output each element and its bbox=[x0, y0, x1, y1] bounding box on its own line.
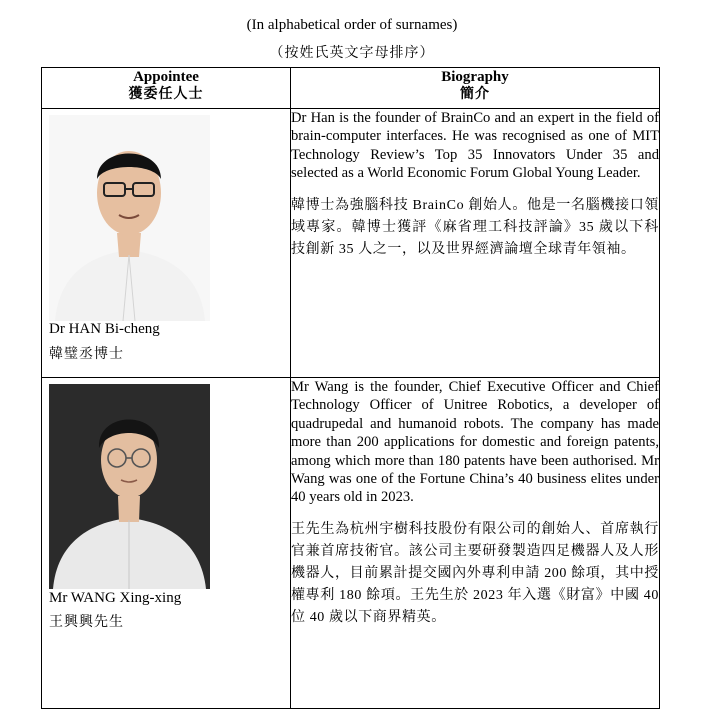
appointee-cell bbox=[42, 109, 291, 378]
portrait-photo-han bbox=[49, 115, 210, 321]
table-row bbox=[42, 109, 660, 378]
portrait-photo-wang bbox=[49, 384, 210, 589]
table-header-row bbox=[42, 68, 660, 109]
photo-neck bbox=[118, 496, 140, 522]
table-row bbox=[42, 378, 660, 709]
appointee-name-english: Mr WANG Xing-xing bbox=[49, 590, 182, 606]
appointee-name-chinese: 王興興先生 bbox=[49, 615, 124, 630]
appointee-table bbox=[41, 67, 660, 709]
appointee-cell bbox=[42, 378, 291, 709]
header-biography-chinese: 簡介 bbox=[460, 87, 490, 102]
header-biography bbox=[291, 68, 660, 109]
intro-note-english: (In alphabetical order of surnames) bbox=[246, 17, 458, 33]
appointee-name-chinese: 韓璧丞博士 bbox=[49, 347, 124, 362]
biography-english: Mr Wang is the founder, Chief Executive Officer and Chief Technology Officer of Unitree Robotics, a developer of quadrupedal and humanoid robots. The company has made more than 200 applications for domestic and foreign patents, among which more than 180 patents have been authorised. Mr Wang was one of the Fortune China’s 40 business elites under 40 years old in 2023. bbox=[291, 379, 659, 506]
photo-neck bbox=[117, 233, 141, 257]
biography-chinese: 王先生為杭州宇樹科技股份有限公司的創始人、首席執行官兼首席技術官。該公司主要研發製造四足機器人及人形機器人，目前累計提交國內外專利申請 200 餘項，其中授權專利 180 餘項。王先生於 2023 年入選《財富》中國 40 位 40 歲以下商界精英。 bbox=[291, 521, 659, 625]
biography-cell bbox=[291, 109, 660, 378]
biography-english: Dr Han is the founder of BrainCo and an expert in the field of brain-computer interfaces. He was recognised as one of MIT Technology Review’s Top 35 Innovators Under 35 and selected as a World Economic Forum Global Young Leader. bbox=[291, 110, 659, 182]
header-appointee bbox=[42, 68, 291, 109]
portrait-image bbox=[49, 115, 210, 321]
header-appointee-chinese: 獲委任人士 bbox=[128, 87, 204, 102]
portrait-image bbox=[49, 384, 210, 589]
intro-note-chinese: （按姓氏英文字母排序） bbox=[269, 46, 435, 61]
biography-cell bbox=[291, 378, 660, 709]
header-biography-english: Biography bbox=[441, 69, 509, 85]
header-appointee-english: Appointee bbox=[133, 69, 199, 85]
biography-chinese: 韓博士為強腦科技 BrainCo 創始人。他是一名腦機接口領域專家。韓博士獲評《麻省理工科技評論》35 歲以下科技創新 35 人之一，以及世界經濟論壇全球青年領袖。 bbox=[291, 197, 659, 257]
appointee-name-english: Dr HAN Bi-cheng bbox=[49, 321, 160, 337]
